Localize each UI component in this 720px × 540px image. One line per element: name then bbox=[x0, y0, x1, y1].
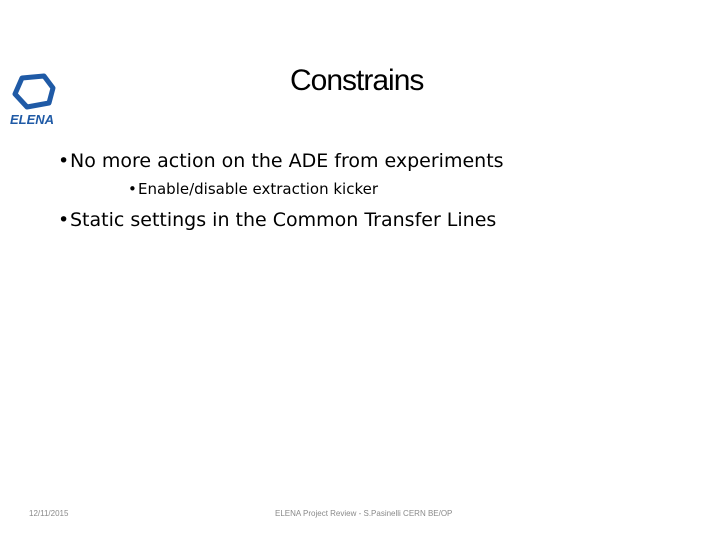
bullet-text: Static settings in the Common Transfer Lines bbox=[70, 209, 497, 231]
bullet-item bbox=[58, 207, 496, 233]
bullet-item bbox=[58, 148, 504, 174]
bullet-icon: • bbox=[58, 150, 70, 172]
bullet-text: No more action on the ADE from experiments bbox=[70, 150, 504, 172]
elena-logo-icon bbox=[9, 72, 57, 130]
bullet-icon: • bbox=[128, 180, 137, 198]
footer-date: 12/11/2015 bbox=[29, 509, 69, 518]
bullet-icon: • bbox=[58, 209, 70, 231]
footer-text: ELENA Project Review - S.Pasinelli CERN BE/OP bbox=[275, 509, 453, 518]
sub-bullet-item bbox=[128, 179, 378, 199]
svg-text:ELENA: ELENA bbox=[10, 112, 55, 127]
elena-logo bbox=[9, 72, 57, 130]
slide-title: Constrains bbox=[290, 64, 424, 97]
bullet-text: Enable/disable extraction kicker bbox=[138, 180, 379, 198]
